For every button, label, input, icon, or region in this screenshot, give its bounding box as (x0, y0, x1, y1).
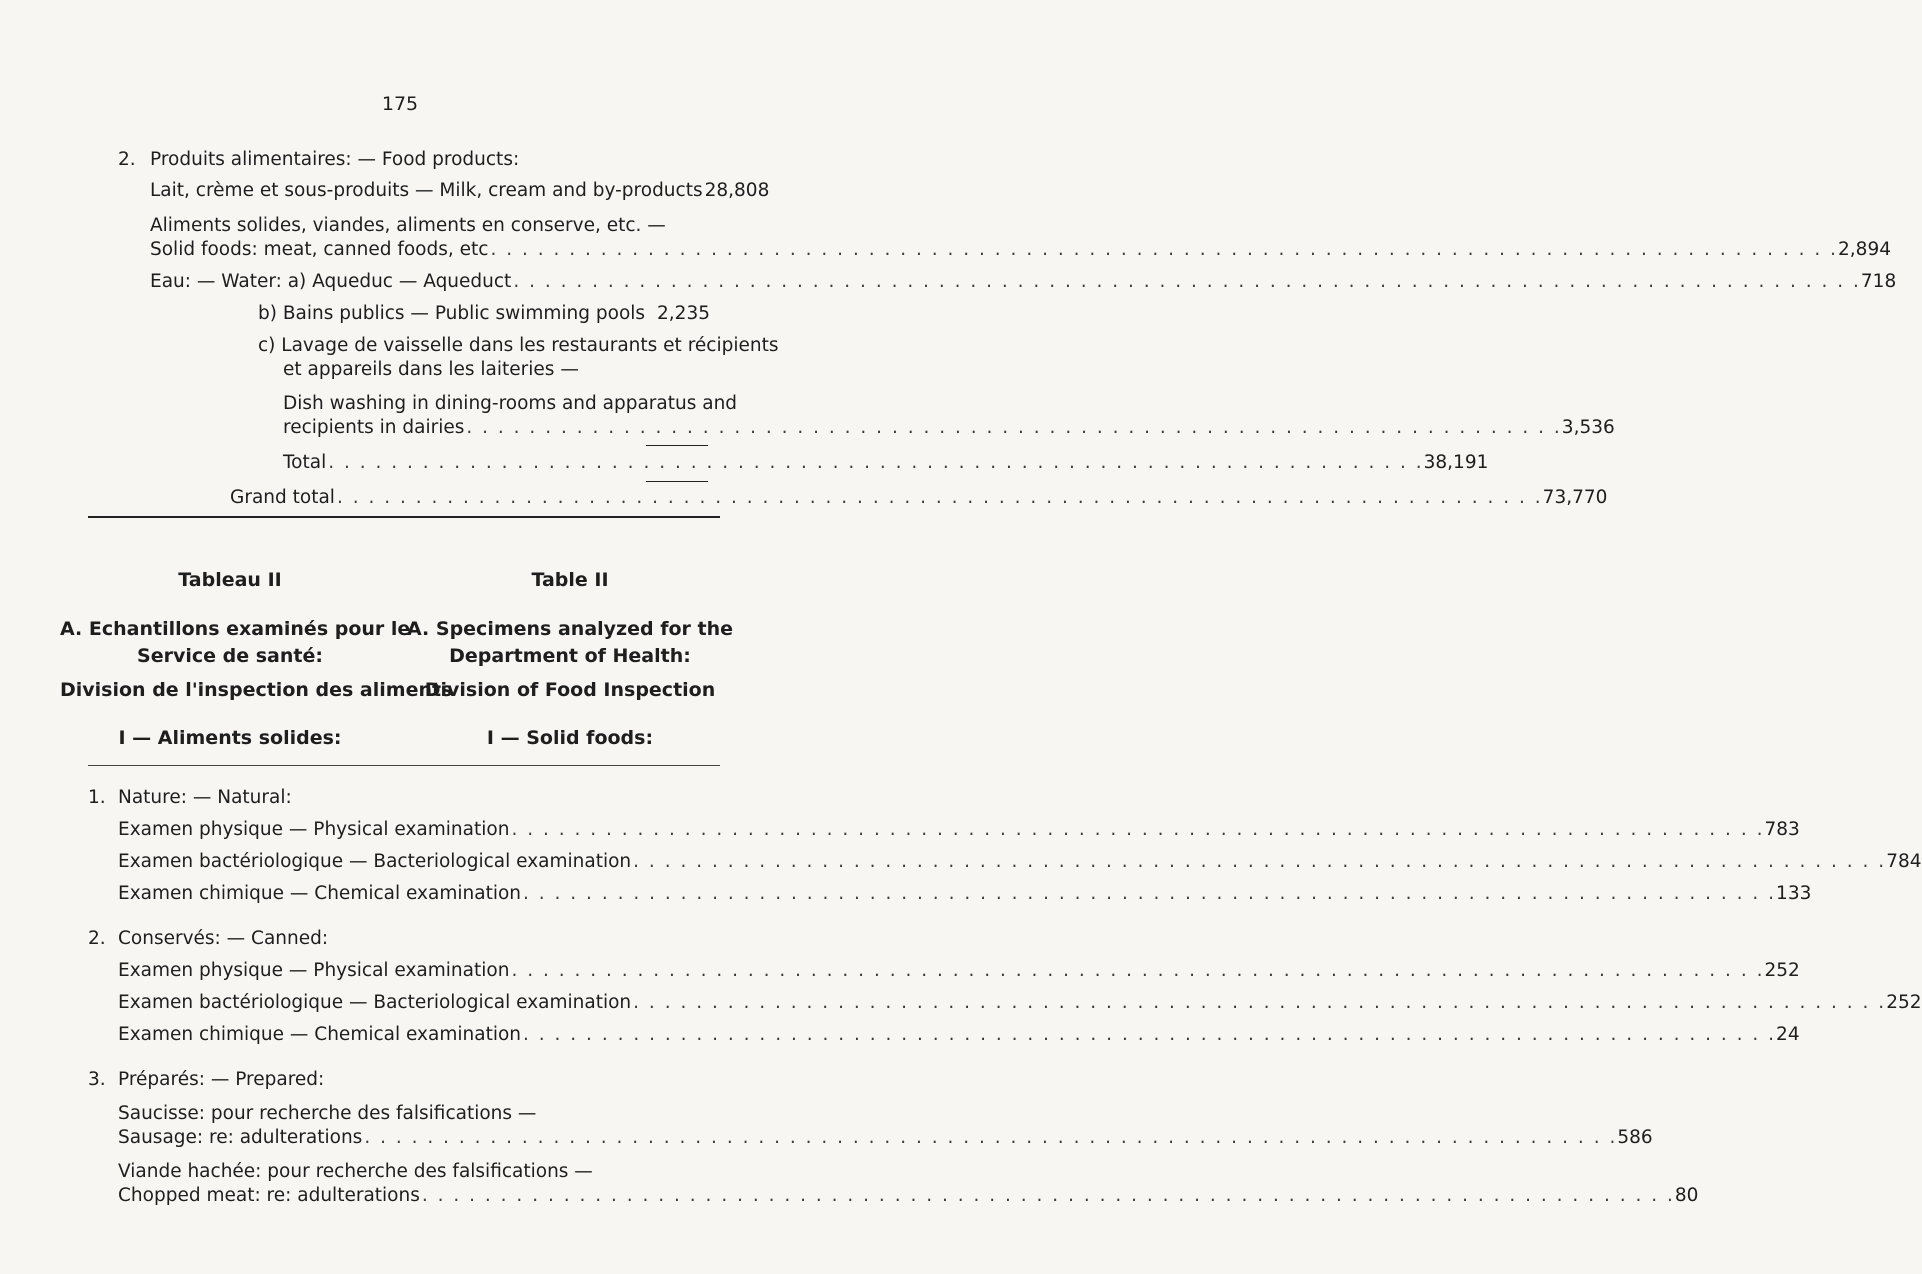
dot-leader: . . . . . . . . . . . . . . . . . . . . . . . . . . . . . . . . . . . . . . . . . . . . . . . . . . . . . . . . . . . . . . . . . . . . . . (466, 417, 1562, 438)
row-value: 24 (1776, 1024, 1800, 1045)
row-label: Chopped meat: re: adulterations (118, 1185, 420, 1206)
row-value: 718 (1860, 271, 1897, 292)
table-title-en: Table II (531, 569, 609, 591)
row-value: 784 (1886, 851, 1922, 872)
row-label: Examen bactériologique — Bacteriological examination (118, 851, 632, 872)
dot-leader: . . . . . . . . . . . . . . . . . . . . . . . . . . . . . . . . . . . . . . . . . . . . . . . . . . . . . . . . . . . . . . . . . . . . . . (328, 452, 1424, 473)
table-title-fr: Tableau II (178, 569, 282, 591)
row-label: Examen chimique — Chemical examination (118, 1024, 522, 1045)
dot-leader: . . . . . . . . . . . . . . . . . . . . . . . . . . . . . . . . . . . . . . . . . . . . . . . . . . . . . . . . . . . . . . . . . . . . . . . . . . . . . . . . (523, 883, 1777, 904)
row-value: 586 (1617, 1127, 1653, 1148)
dot-leader: . . . . . . . . . . . . . . . . . . . . . . . . . . . . . . . . . . . . . . . . . . . . . . . . . . . . . . . . . . . . . . . . . . . . . . . . . . . . . . . . (633, 992, 1887, 1013)
page-number: 175 (381, 93, 419, 115)
row-label: Solid foods: meat, canned foods, etc (150, 239, 489, 260)
row-value: 3,536 (1561, 417, 1615, 438)
row-value: 252 (1764, 960, 1800, 981)
grand-total-row (230, 487, 1608, 509)
row-value: 2,235 (657, 303, 710, 324)
heading-fr-line: I — Aliments solides: (118, 727, 342, 749)
row-value: 80 (1674, 1185, 1699, 1206)
heading-fr-line: Division de l'inspection des aliments (60, 679, 453, 701)
milk-row (150, 180, 770, 202)
row-label: Total (283, 452, 327, 473)
dish-washing-row (283, 417, 1615, 439)
natural-bacteriological-row (118, 851, 1922, 873)
row-label: recipients in dairies (283, 417, 465, 438)
section-number: 1. (88, 787, 106, 808)
section-number: 2. (88, 928, 106, 949)
row-value: 38,191 (1423, 452, 1489, 473)
section-heading: Conservés: — Canned: (118, 928, 329, 949)
row-label: Examen chimique — Chemical examination (118, 883, 522, 904)
row-label: Grand total (230, 487, 335, 508)
row-label: Lait, crème et sous-produits — Milk, cream and by-products (150, 180, 703, 201)
natural-physical-row (118, 819, 1800, 841)
dot-leader: . . . . . . . . . . . . . . . . . . . . . . . . . . . . . . . . . . . . . . . . . . . . . . . . . . . . . . . . . . . . . . . . . . . . . . . . . . . . . . . . (421, 1185, 1675, 1206)
text-line: Saucisse: pour recherche des falsifications — (118, 1103, 537, 1124)
canned-chemical-row (118, 1024, 1800, 1046)
canned-bacteriological-row (118, 992, 1922, 1014)
dot-leader: . . . . . . . . . . . . . . . . . . . . . . . . . . . . . . . . . . . . . . . . . . . . . . . . . . . . . . . . . . . . . . . . . . . . . . . . . . . . . . . . (511, 960, 1765, 981)
section-heading: Produits alimentaires: — Food products: (150, 149, 520, 170)
section-divider (88, 765, 720, 766)
total-row (283, 452, 1489, 474)
section-number: 2. (118, 149, 136, 170)
dot-leader: . . . . . . . . . . . . . . . . . . . . . . . . . . . . . . . . . . . . . . . . . . . . . . . . . . . . . . . . . . . . . . . . . . . . . . . . . . . . . . . . (633, 851, 1887, 872)
row-value: 252 (1886, 992, 1922, 1013)
chopped-meat-row (118, 1185, 1699, 1207)
row-value: 73,770 (1542, 487, 1608, 508)
row-value: 2,894 (1838, 239, 1891, 260)
heading-en-line: A. Specimens analyzed for the (407, 618, 733, 640)
text-line: Aliments solides, viandes, aliments en conserve, etc. — (150, 215, 666, 236)
heading-fr-line: Service de santé: (137, 645, 323, 667)
dot-leader: . . . . . . . . . . . . . . . . . . . . . . . . . . . . . . . . . . . . . . . . . . . . . . . . . . . . . . . . . . . . . . . . . . . . . . . . . . . . . . . . (364, 1127, 1618, 1148)
section-heading: Préparés: — Prepared: (118, 1069, 325, 1090)
section-divider (88, 516, 720, 518)
row-value: 783 (1764, 819, 1800, 840)
canned-physical-row (118, 960, 1800, 982)
water-aqueduct-row (150, 271, 1897, 293)
dot-leader: . . . . . . . . . . . . . . . . . . . . . . . . . . . . . . . . . . . . . . . . . . . . . . . . . . . . . . . . . . . . . . . . . . . . . . . . . . . . . (336, 487, 1543, 508)
sausage-row (118, 1127, 1653, 1149)
dot-leader: . . . . . . . . . . . . . . . . . . . . . . . . . . . . . . . . . . . . . . . . . . . . . . . . . . . . . . . . . . . . . . . . . . . . . . . . . . . . . . . . . . . . . . (490, 239, 1839, 260)
text-line: Dish washing in dining-rooms and apparatus and (283, 393, 738, 414)
heading-en-line: Department of Health: (449, 645, 691, 667)
row-label: Examen physique — Physical examination (118, 819, 510, 840)
section-number: 3. (88, 1069, 106, 1090)
row-label: Examen bactériologique — Bacteriological examination (118, 992, 632, 1013)
row-label: Eau: — Water: a) Aqueduc — Aqueduct (150, 271, 512, 292)
section-heading: Nature: — Natural: (118, 787, 292, 808)
row-label: b) Bains publics — Public swimming pools (258, 303, 646, 324)
row-value: 133 (1776, 883, 1812, 904)
heading-fr-line: A. Echantillons examinés pour le (60, 618, 411, 640)
heading-en-line: Division of Food Inspection (424, 679, 716, 701)
water-pools-row (258, 303, 710, 325)
heading-en-line: I — Solid foods: (486, 727, 654, 749)
text-line: Viande hachée: pour recherche des falsifications — (118, 1161, 593, 1182)
text-line: et appareils dans les laiteries — (283, 359, 579, 380)
natural-chemical-row (118, 883, 1812, 905)
row-label: Examen physique — Physical examination (118, 960, 510, 981)
subtotal-rule (646, 445, 708, 446)
row-value: 28,808 (704, 180, 770, 201)
row-label: Sausage: re: adulterations (118, 1127, 363, 1148)
total-rule (646, 481, 708, 482)
dot-leader: . . . . . . . . . . . . . . . . . . . . . . . . . . . . . . . . . . . . . . . . . . . . . . . . . . . . . . . . . . . . . . . . . . . . . . . . . . . . . . . . . . . . . . (513, 271, 1861, 292)
dot-leader: . . . . . . . . . . . . . . . . . . . . . . . . . . . . . . . . . . . . . . . . . . . . . . . . . . . . . . . . . . . . . . . . . . . . . . . . . . . . . . . . (511, 819, 1765, 840)
text-line: c) Lavage de vaisselle dans les restaurants et récipients (258, 335, 779, 356)
solid-foods-row (150, 239, 1891, 261)
dot-leader: . . . . . . . . . . . . . . . . . . . . . . . . . . . . . . . . . . . . . . . . . . . . . . . . . . . . . . . . . . . . . . . . . . . . . . . . . . . . . . . . (523, 1024, 1777, 1045)
